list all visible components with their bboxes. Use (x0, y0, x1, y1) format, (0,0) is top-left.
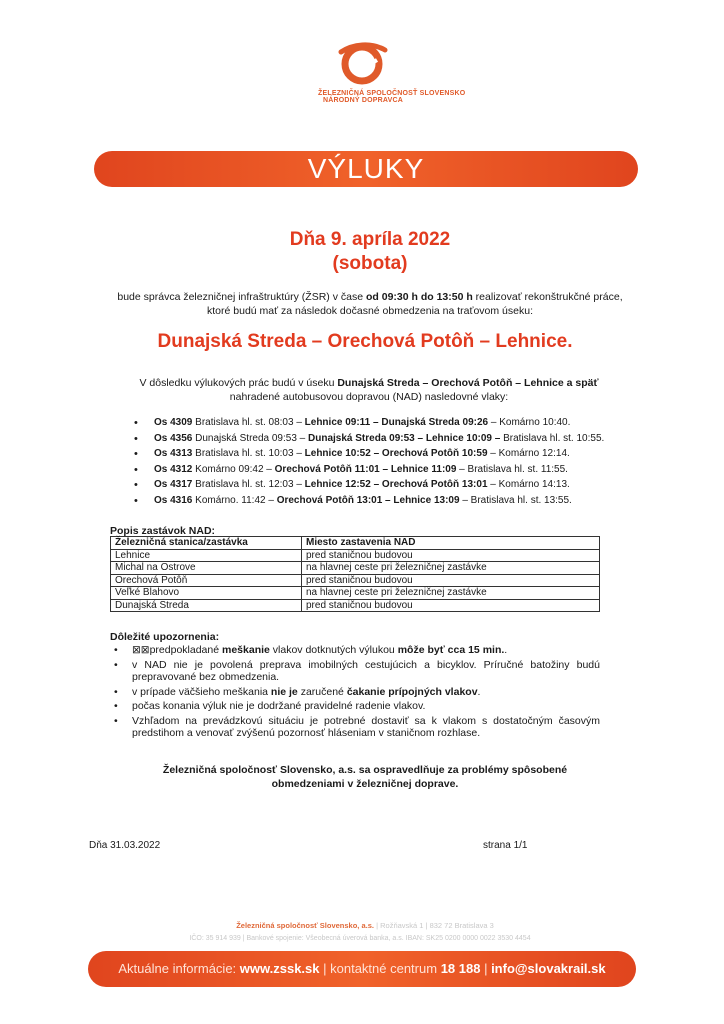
stops-table-title: Popis zastávok NAD: (110, 525, 216, 537)
nad-stops-table (110, 536, 600, 612)
train-item (130, 479, 635, 492)
intro-time: od 09:30 h do 13:50 h (365, 291, 473, 303)
table-row (111, 599, 600, 612)
stop-place-cell: na hlavnej ceste pri železničnej zastávke (302, 587, 600, 600)
table-row (111, 587, 600, 600)
train-number: Os 4316 (154, 494, 193, 506)
train-text: Komárno. 11:42 – (192, 494, 277, 506)
note-text: . (504, 644, 508, 656)
important-notes-list (110, 644, 600, 742)
train-affected-section: Lehnice 09:11 – Dunajská Streda 09:26 (304, 417, 489, 428)
note-emphasis: meškanie (222, 644, 270, 656)
issue-date: Dňa 31.03.2022 (89, 840, 161, 851)
train-number: Os 4317 (154, 479, 193, 490)
page-number: strana 1/1 (483, 840, 528, 851)
train-text: – Komárno 14:13. (487, 479, 570, 490)
date-line: Dňa 9. apríla 2022 (289, 229, 451, 250)
table-header-row (111, 537, 600, 550)
footer-separator: | kontaktné centrum (319, 961, 441, 976)
train-number: Os 4309 (154, 417, 193, 428)
stop-place-cell: pred staničnou budovou (302, 549, 600, 562)
station-cell: Veľké Blahovo (111, 587, 302, 600)
footer-company-line (140, 921, 590, 930)
footer-contact-bar (88, 951, 636, 987)
footer-company-name: Železničná spoločnosť Slovensko, a.s. (236, 921, 374, 930)
stop-place-cell: pred staničnou budovou (302, 574, 600, 587)
consequence-text-1: V dôsledku výlukových prác budú v úseku (139, 377, 338, 389)
train-item (130, 448, 635, 461)
train-item (130, 464, 635, 477)
train-text: Dunajská Streda 09:53 – (192, 432, 309, 444)
zssk-logo-icon (337, 38, 389, 90)
column-header-stop-place: Miesto zastavenia NAD (302, 537, 600, 550)
logo-company-name: ŽELEZNIČNÁ SPOLOČNOSŤ SLOVENSKO (318, 90, 466, 97)
note-text: v prípade väčšieho meškania (132, 685, 271, 698)
footer-email-link[interactable]: info@slovakrail.sk (491, 961, 606, 976)
note-text: Vzhľadom na prevádzkovú situáciu je potrebné dostaviť sa k vlakom s dostatočným časovým predstihom a venovať zvýšenú pozornosť hláseniam v staničnom rozhlase. (132, 714, 600, 739)
train-affected-section: Orechová Potôň 11:01 – Lehnice 11:09 (274, 463, 457, 475)
consequence-text-2: nahradené autobusovou dopravou (NAD) nasledovné vlaky: (229, 390, 509, 403)
train-item (130, 495, 635, 508)
note-text: počas konania výluk nie je dodržané pravidelné radenie vlakov. (132, 700, 426, 712)
affected-trains-list (130, 417, 635, 510)
train-item (130, 417, 635, 430)
train-text: – Bratislava hl. st. 13:55. (459, 494, 572, 506)
train-affected-section: Orechová Potôň 13:01 – Lehnice 13:09 (276, 494, 460, 506)
train-affected-section: Dunajská Streda 09:53 – Lehnice 10:09 – (308, 432, 501, 444)
note-text: ⊠⊠predpokladané (132, 644, 222, 656)
footer-info-label: Aktuálne informácie: (118, 961, 240, 976)
train-number: Os 4356 (154, 432, 193, 444)
note-emphasis: môže byť cca 15 min. (397, 644, 505, 656)
train-text: Bratislava hl. st. 10:55. (500, 432, 605, 444)
train-text: Bratislava hl. st. 12:03 – (192, 479, 305, 490)
intro-text-2: realizovať rekonštrukčné práce, ktoré budú mať za následok dočasné obmedzenia na traťovom úseku: (207, 291, 623, 317)
footer-separator: | (480, 961, 492, 976)
table-row (111, 549, 600, 562)
station-cell: Lehnice (111, 549, 302, 562)
note-text: . (477, 685, 481, 698)
train-text: Komárno 09:42 – (192, 463, 275, 475)
consequence-paragraph (118, 377, 620, 404)
train-number: Os 4313 (154, 448, 193, 459)
intro-paragraph (112, 291, 628, 318)
train-text: Bratislava hl. st. 10:03 – (192, 448, 305, 459)
route-title: Dunajská Streda – Orechová Potôň – Lehnice. (157, 331, 573, 352)
footer-website-link[interactable]: www.zssk.sk (239, 961, 320, 976)
note-item (110, 659, 600, 684)
notes-title: Dôležité upozornenia: (110, 631, 220, 643)
table-row (111, 562, 600, 575)
note-text: vlakov dotknutých výlukou (269, 644, 398, 656)
note-text: zaručené (297, 685, 347, 698)
logo-subtitle: NÁRODNÝ DOPRAVCA (322, 97, 404, 104)
zssk-logo (318, 38, 466, 104)
date-heading (180, 228, 560, 276)
weekday-line: (sobota) (332, 253, 408, 274)
footer-ids: IČO: 35 914 939 | Bankové spojenie: Všeobecná úverová banka, a.s. IBAN: SK25 0200 0000 0022 3530 4454 (189, 935, 531, 942)
note-text: v NAD nie je povolená preprava imobilných cestujúcich a bicyklov. Príručné batožiny budú prepravované bez obmedzenia. (132, 658, 600, 683)
train-affected-section: Lehnice 12:52 – Orechová Potôň 13:01 (304, 479, 488, 490)
train-text: Bratislava hl. st. 08:03 – (192, 417, 305, 428)
train-number: Os 4312 (154, 463, 193, 475)
train-item (130, 433, 635, 446)
column-header-station: Železničná stanica/zastávka (111, 537, 302, 550)
footer-phone[interactable]: 18 188 (440, 961, 481, 976)
station-cell: Michal na Ostrove (111, 562, 302, 575)
consequence-route: Dunajská Streda – Orechová Potôň – Lehnice a späť (337, 377, 599, 389)
train-text: – Komárno 12:14. (487, 448, 570, 459)
title-banner: VÝLUKY (94, 151, 638, 187)
stop-place-cell: pred staničnou budovou (302, 599, 600, 612)
apology-statement: Železničná spoločnosť Slovensko, a.s. sa ospravedlňuje za problémy spôsobené obmedzeniami v železničnej doprave. (162, 764, 568, 790)
note-item (110, 644, 600, 657)
footer-address: | Rožňavská 1 | 832 72 Bratislava 3 (374, 921, 494, 930)
table-row (111, 574, 600, 587)
stop-place-cell: na hlavnej ceste pri železničnej zastávke (302, 562, 600, 575)
train-text: – Komárno 10:40. (488, 417, 571, 428)
station-cell: Orechová Potôň (111, 574, 302, 587)
note-item (110, 715, 600, 740)
station-cell: Dunajská Streda (111, 599, 302, 612)
note-item (110, 686, 600, 699)
intro-text-1: bude správca železničnej infraštruktúry (ŽSR) v čase (117, 291, 366, 303)
note-emphasis: čakanie prípojných vlakov (346, 685, 478, 698)
note-item (110, 700, 600, 713)
train-text: – Bratislava hl. st. 11:55. (456, 463, 568, 475)
train-affected-section: Lehnice 10:52 – Orechová Potôň 10:59 (304, 448, 488, 459)
note-emphasis: nie je (270, 685, 298, 698)
